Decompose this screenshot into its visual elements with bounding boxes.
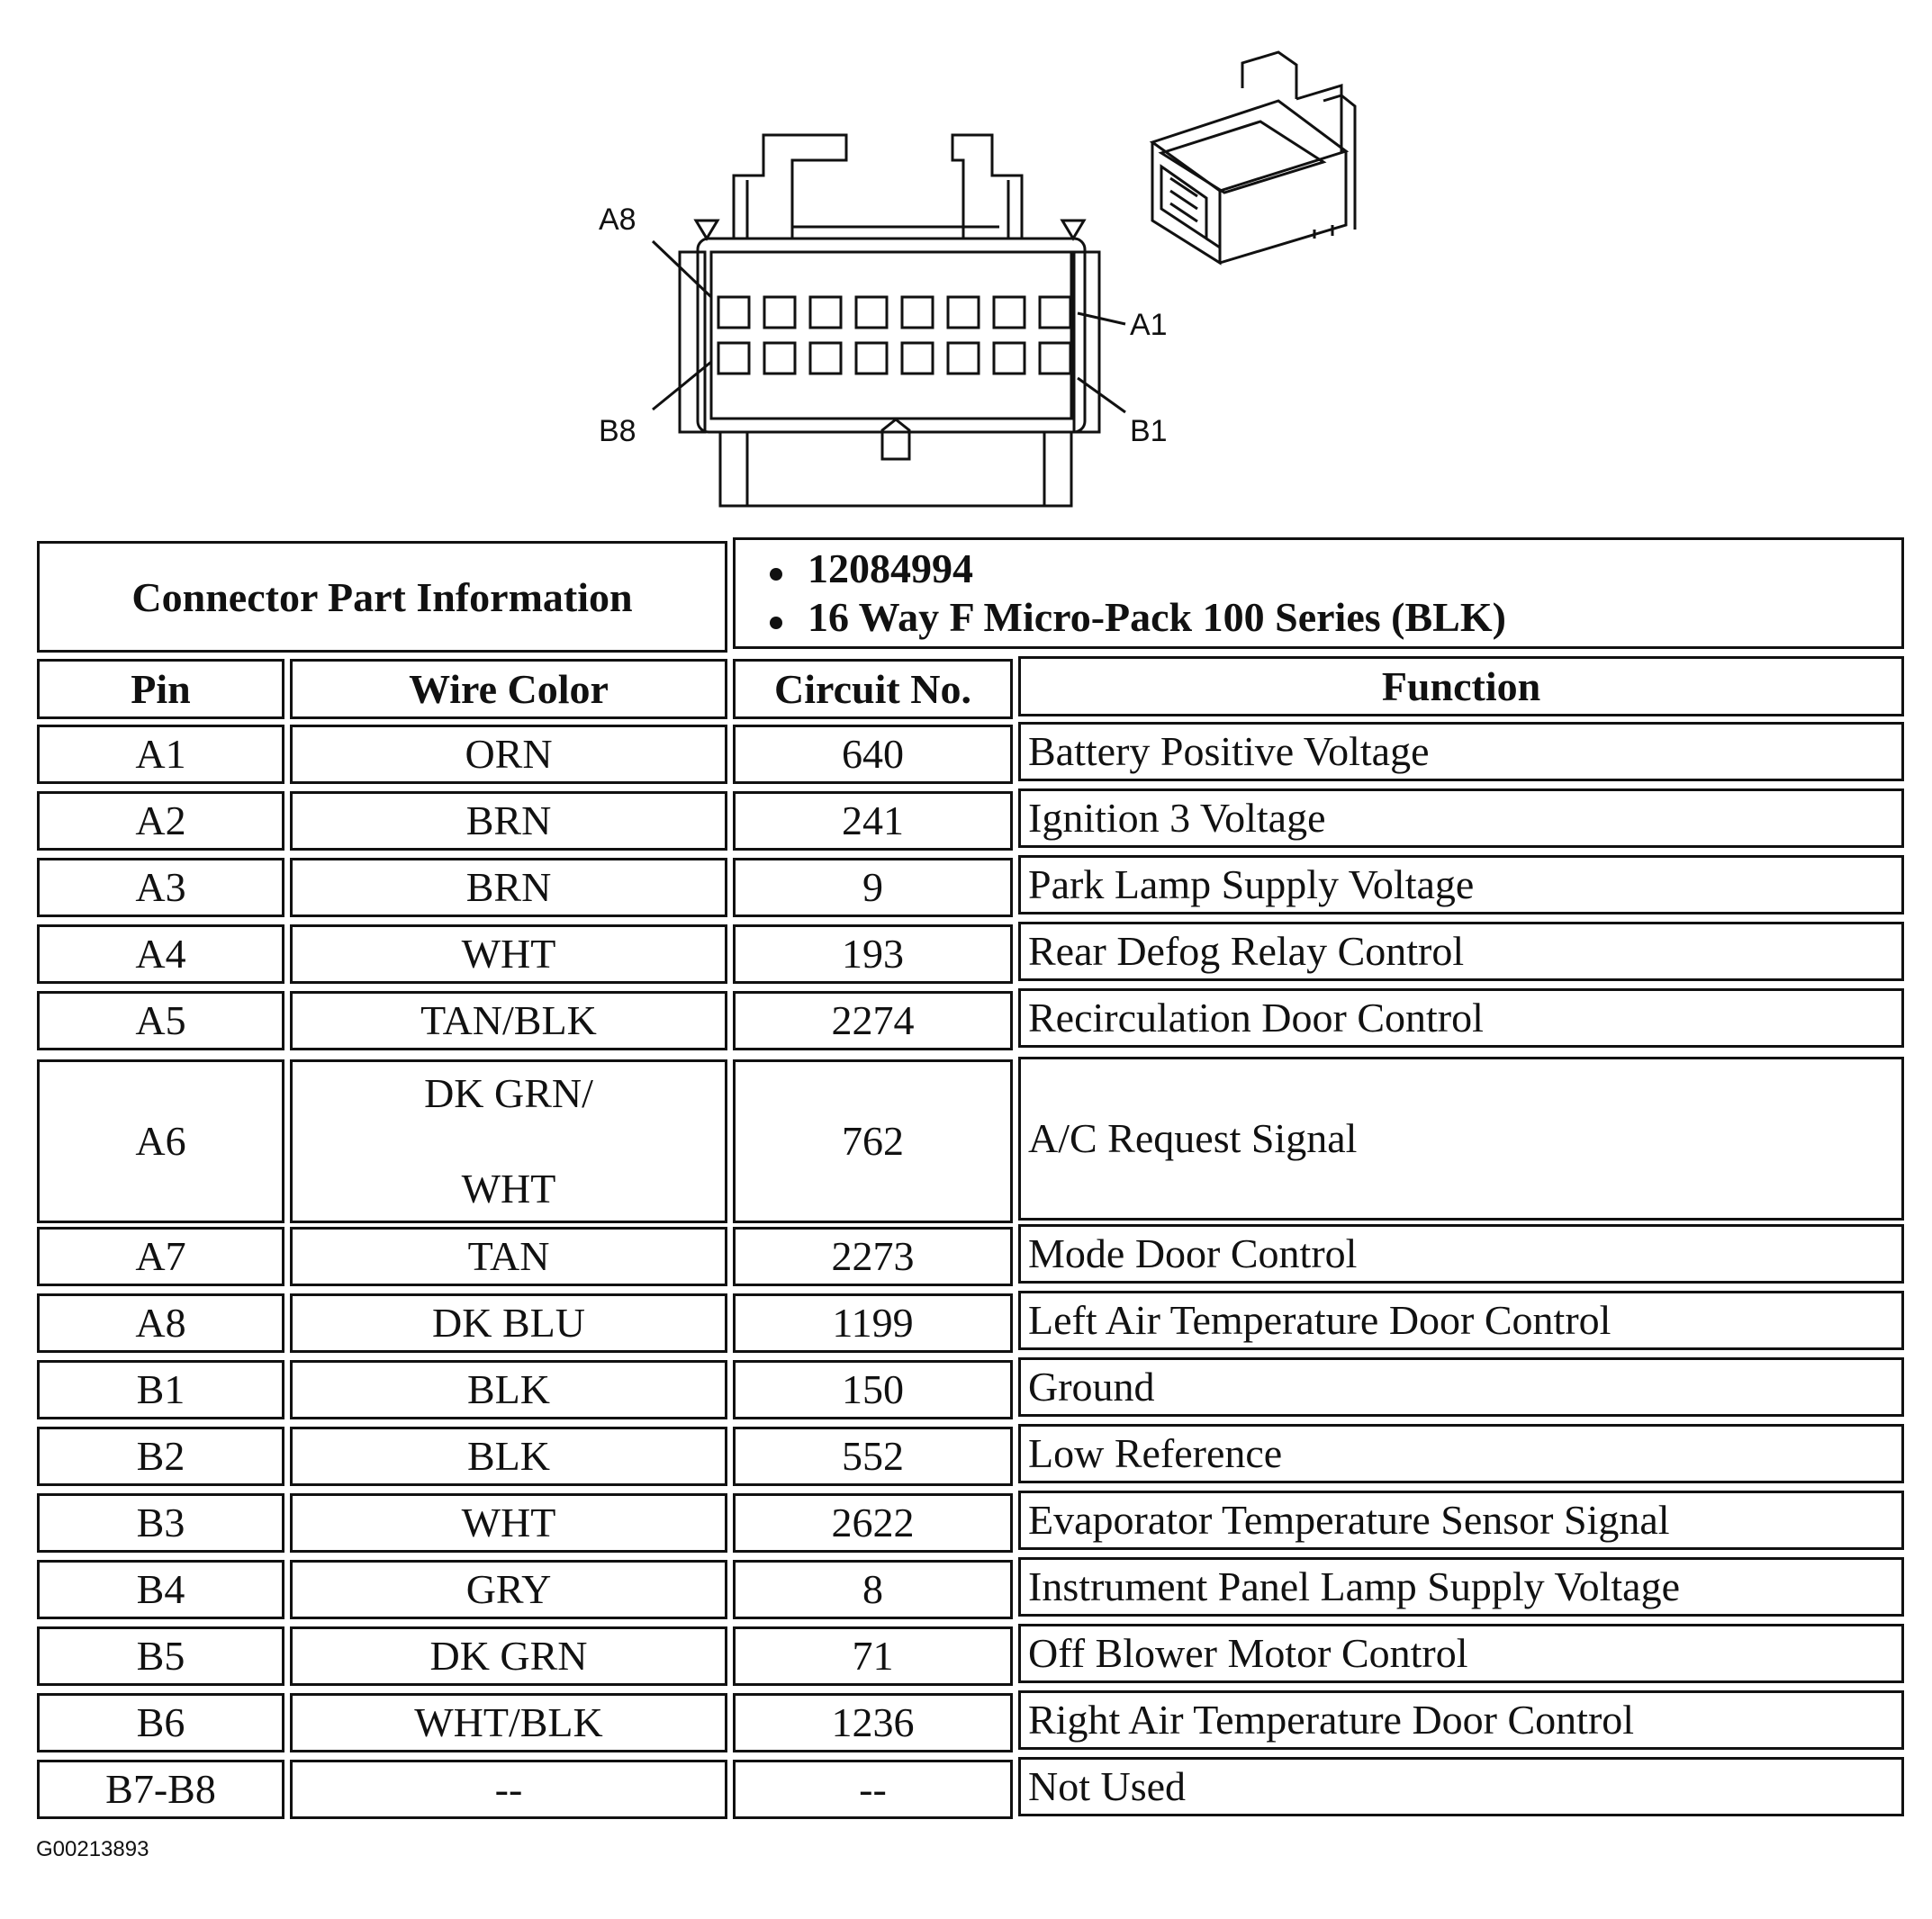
- cell-circuit-no-text: 2622: [831, 1500, 915, 1545]
- cell-circuit-no-text: 762: [842, 1118, 904, 1164]
- cell-circuit-no-text: 1199: [832, 1300, 914, 1346]
- header-circuit-no: Circuit No.: [733, 659, 1013, 719]
- connector-diagram: [0, 0, 1932, 513]
- pin-cavity-b3: [948, 343, 979, 374]
- cell-function: [1018, 988, 1904, 1048]
- cell-circuit-no-text: 2274: [831, 997, 915, 1043]
- pin-cavity-b8: [718, 343, 749, 374]
- cell-pin-text: B6: [136, 1699, 185, 1745]
- cell-pin-text: B1: [136, 1366, 185, 1412]
- cell-wire-color-text: WHT: [461, 931, 556, 977]
- cell-circuit-no: [733, 858, 1013, 917]
- connector-description: 16 Way F Micro-Pack 100 Series (BLK): [808, 593, 1506, 642]
- pin-cavity-b2: [994, 343, 1025, 374]
- cell-circuit-no: [733, 1693, 1013, 1752]
- cell-pin-text: A1: [135, 731, 186, 777]
- bullet-icon: [770, 617, 782, 629]
- cell-pin: [37, 1760, 284, 1819]
- cell-pin: [37, 1427, 284, 1486]
- cell-circuit-no: [733, 791, 1013, 851]
- cell-circuit-no: [733, 991, 1013, 1050]
- cell-pin-text: A8: [135, 1300, 186, 1346]
- connector-housing: [698, 239, 1085, 432]
- cell-function: [1018, 1624, 1904, 1683]
- cell-wire-color: [290, 1493, 727, 1553]
- cell-circuit-no: [733, 1560, 1013, 1619]
- cell-function-text: Mode Door Control: [1028, 1230, 1358, 1276]
- cell-function-text: Off Blower Motor Control: [1028, 1630, 1468, 1676]
- cell-circuit-no-text: 552: [842, 1433, 904, 1479]
- pin-cavity-a7: [764, 297, 795, 328]
- cell-function: [1018, 1491, 1904, 1550]
- cell-circuit-no: [733, 1760, 1013, 1819]
- cell-wire-color-text: WHT: [461, 1500, 556, 1545]
- cell-function: [1018, 722, 1904, 781]
- pin-label-a1: A1: [1130, 308, 1168, 342]
- cell-pin: [37, 924, 284, 984]
- cell-wire-color-text: GRY: [465, 1566, 552, 1612]
- cell-pin-text: B4: [136, 1566, 185, 1612]
- figure-id: G00213893: [36, 1837, 149, 1861]
- cell-wire-color: [290, 1693, 727, 1752]
- cell-function: [1018, 1557, 1904, 1617]
- pin-label-b8: B8: [599, 414, 636, 448]
- cell-wire-color-text: TAN/BLK: [420, 997, 597, 1043]
- cell-wire-color: [290, 1227, 727, 1286]
- cell-function: [1018, 1291, 1904, 1350]
- cell-wire-color-text: ORN: [465, 731, 553, 777]
- cell-pin: [37, 1693, 284, 1752]
- cell-pin: [37, 1626, 284, 1686]
- cell-circuit-no-text: 640: [842, 731, 904, 777]
- cell-function: [1018, 855, 1904, 914]
- pin-cavity-b7: [764, 343, 795, 374]
- cell-circuit-no-text: 241: [842, 797, 904, 843]
- cell-pin-text: A4: [135, 931, 186, 977]
- cell-function-text: Battery Positive Voltage: [1028, 728, 1430, 774]
- cell-function-text: Not Used: [1028, 1763, 1187, 1809]
- connector-key: [882, 419, 909, 459]
- left-latch: [734, 135, 846, 239]
- cell-wire-color-text: BRN: [465, 864, 552, 910]
- cell-pin: [37, 1059, 284, 1223]
- cell-wire-color: [290, 1560, 727, 1619]
- cell-function-text: Instrument Panel Lamp Supply Voltage: [1028, 1563, 1681, 1609]
- cell-pin: [37, 858, 284, 917]
- cell-function: [1018, 922, 1904, 981]
- cell-pin: [37, 991, 284, 1050]
- cell-wire-color-text: DK BLU: [432, 1300, 585, 1346]
- cell-function-text: Left Air Temperature Door Control: [1028, 1297, 1612, 1343]
- cell-wire-color-text: BLK: [467, 1366, 550, 1412]
- cell-function: [1018, 1690, 1904, 1750]
- connector-info-title: Connector Part Information: [131, 573, 633, 620]
- cell-function: [1018, 1057, 1904, 1221]
- cell-wire-color-text: BLK: [467, 1433, 550, 1479]
- cell-circuit-no-text: 71: [852, 1633, 894, 1679]
- cell-circuit-no: [733, 1493, 1013, 1553]
- pin-cavity-a2: [994, 297, 1025, 328]
- cell-pin: [37, 725, 284, 784]
- cell-function-text: Recirculation Door Control: [1028, 995, 1484, 1041]
- pin-cavity-a5: [856, 297, 887, 328]
- cell-pin: [37, 1493, 284, 1553]
- cell-circuit-no: [733, 1626, 1013, 1686]
- cell-pin-text: B2: [136, 1433, 185, 1479]
- pin-cavity-a3: [948, 297, 979, 328]
- cell-wire-color-text: BRN: [465, 797, 552, 843]
- cell-function-text: A/C Request Signal: [1028, 1115, 1358, 1161]
- header-function: Function: [1018, 656, 1904, 716]
- cell-wire-color-text: DK GRN: [429, 1633, 588, 1679]
- pin-cavity-a1: [1040, 297, 1070, 328]
- cell-pin-text: A3: [135, 864, 186, 910]
- cell-circuit-no: [733, 1293, 1013, 1353]
- cell-function-text: Rear Defog Relay Control: [1028, 928, 1465, 974]
- cell-pin: [37, 1293, 284, 1353]
- header-pin: Pin: [37, 659, 284, 719]
- cell-circuit-no-text: --: [859, 1766, 887, 1812]
- cell-function: [1018, 788, 1904, 848]
- cell-pin: [37, 791, 284, 851]
- cell-wire-color: [290, 1293, 727, 1353]
- cell-wire-color: [290, 1760, 727, 1819]
- pin-label-a8: A8: [599, 203, 636, 237]
- pin-cavity-a8: [718, 297, 749, 328]
- cell-wire-color: [290, 924, 727, 984]
- bullet-icon: [770, 568, 782, 581]
- cell-function-text: Low Reference: [1028, 1430, 1283, 1476]
- cell-wire-color-text: --: [494, 1766, 523, 1812]
- cell-wire-color-text: WHT/BLK: [414, 1699, 603, 1745]
- cell-wire-color: [290, 791, 727, 851]
- cell-pin: [37, 1227, 284, 1286]
- cell-circuit-no-text: 193: [842, 931, 904, 977]
- cell-circuit-no-text: 9: [862, 864, 883, 910]
- cell-wire-color: [290, 1059, 727, 1223]
- pin-cavity-b4: [902, 343, 933, 374]
- pin-cavity-a4: [902, 297, 933, 328]
- cell-pin-text: B5: [136, 1633, 185, 1679]
- header-wire-color: Wire Color: [290, 659, 727, 719]
- pin-label-b1: B1: [1130, 414, 1168, 448]
- cell-pin-text: A7: [135, 1233, 186, 1279]
- cell-pin-text: A5: [135, 997, 186, 1043]
- cell-pin: [37, 1360, 284, 1419]
- cell-circuit-no: [733, 725, 1013, 784]
- cell-function-text: Ignition 3 Voltage: [1028, 795, 1326, 841]
- cell-function-text: Ground: [1028, 1364, 1155, 1410]
- cell-pin-text: A2: [135, 797, 186, 843]
- cell-circuit-no-text: 2273: [831, 1233, 915, 1279]
- pin-cavity-b5: [856, 343, 887, 374]
- connector-part-number: 12084994: [808, 545, 973, 593]
- cell-function-text: Park Lamp Supply Voltage: [1028, 861, 1475, 907]
- cell-wire-color: [290, 725, 727, 784]
- cell-wire-color: [290, 1626, 727, 1686]
- cell-wire-color-line-2: WHT: [461, 1166, 556, 1212]
- cell-wire-color: [290, 1427, 727, 1486]
- cell-wire-color-text: TAN: [467, 1233, 550, 1279]
- connector-info-details-cell: [733, 537, 1904, 649]
- cell-function-text: Evaporator Temperature Sensor Signal: [1028, 1497, 1670, 1543]
- cell-circuit-no: [733, 1227, 1013, 1286]
- connector-isometric-view: [1152, 52, 1355, 263]
- right-latch: [952, 135, 1022, 239]
- cell-wire-color-line-1: DK GRN/: [424, 1070, 593, 1116]
- pin-cavity-b1: [1040, 343, 1070, 374]
- cell-function: [1018, 1424, 1904, 1483]
- cell-wire-color: [290, 991, 727, 1050]
- cell-circuit-no-text: 8: [862, 1566, 883, 1612]
- cell-circuit-no-text: 150: [842, 1366, 904, 1412]
- cell-pin-text: B3: [136, 1500, 185, 1545]
- cell-circuit-no: [733, 924, 1013, 984]
- cell-wire-color: [290, 858, 727, 917]
- cell-pin: [37, 1560, 284, 1619]
- cell-circuit-no: [733, 1427, 1013, 1486]
- cell-circuit-no-text: 1236: [831, 1699, 915, 1745]
- cell-function: [1018, 1757, 1904, 1816]
- cell-function: [1018, 1357, 1904, 1417]
- connector-info-title-cell: [37, 541, 727, 653]
- connector-lower-body: [720, 432, 1071, 506]
- pin-cavity-b6: [810, 343, 841, 374]
- pin-cavity-grid: [718, 297, 1070, 374]
- cell-circuit-no: [733, 1059, 1013, 1223]
- cell-wire-color: [290, 1360, 727, 1419]
- cell-pin-text: B7-B8: [105, 1766, 216, 1812]
- cell-function: [1018, 1224, 1904, 1284]
- cell-function-text: Right Air Temperature Door Control: [1028, 1697, 1635, 1743]
- cell-circuit-no: [733, 1360, 1013, 1419]
- cell-pin-text: A6: [135, 1118, 186, 1164]
- pin-cavity-a6: [810, 297, 841, 328]
